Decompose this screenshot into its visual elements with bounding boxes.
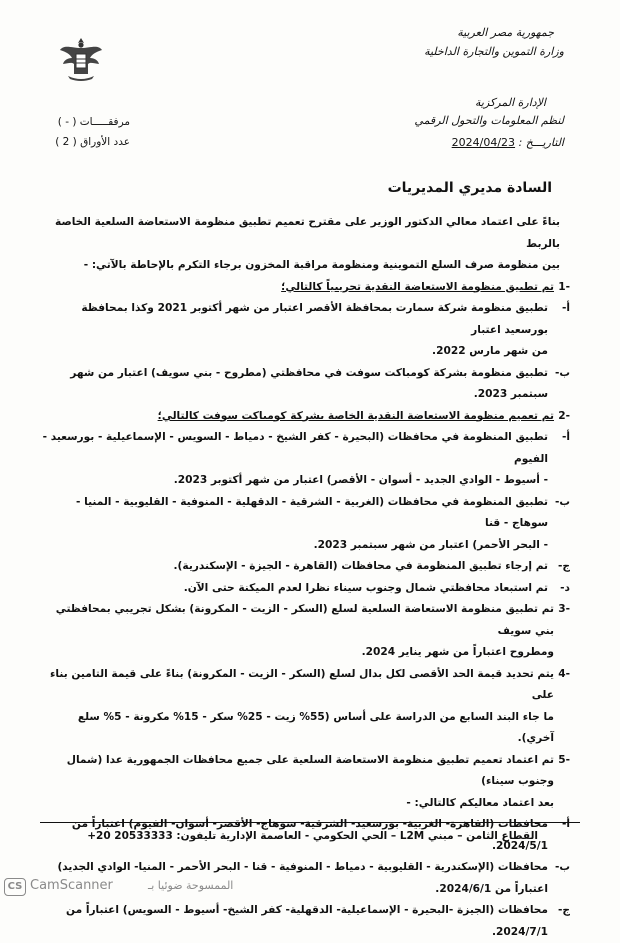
item-5b: [40, 857, 570, 879]
item-5c-text: محافظات (الجيزة -البحيرة - الإسماعيلية- الدقهلية- كفر الشيخ- أسيوط - السويس) اعتباراً من 2024/7/1.: [66, 904, 548, 938]
intro-line-2: بين منظومة صرف السلع التموينية ومنظومة مراقبة المخزون برجاء التكرم بالإحاطة بالآتي: -: [83, 259, 560, 271]
item-2-number: -2: [558, 409, 570, 422]
item-1: [40, 277, 570, 299]
department-line2: لنظم المعلومات والتحول الرقمي: [414, 114, 564, 127]
item-1-number: -1: [558, 280, 570, 293]
item-4-number: -4: [558, 667, 570, 680]
item-4-line-1: يتم تحديد قيمة الحد الأقصى لكل بدال لسلع (السكر - الزيت - المكرونة) بناءً على قيمة التامين بناء على: [50, 667, 554, 701]
item-5a-number: أ-: [561, 818, 570, 830]
item-2c: [40, 556, 570, 578]
egypt-eagle-emblem-icon: [58, 34, 104, 82]
date-label: التاريـــخ :: [518, 136, 564, 149]
date-line: [452, 136, 564, 149]
item-3-line-1: تم تطبيق منظومة الاستعاضة السلعية لسلع (السكر - الزيت - المكرونة) بشكل تجريبي بمحافظتي بني سويف: [55, 603, 554, 637]
item-4-cont: ما جاء البند السابع من الدراسة على أساس (55% زيت - 25% سكر - 15% مكرونة - 5% سلع آخري).: [77, 710, 554, 744]
item-2c-number: ج-: [557, 560, 570, 572]
item-2a: [40, 427, 570, 470]
ministry-name: وزارة التموين والتجارة الداخلية: [424, 45, 564, 58]
item-5-line-1: تم اعتماد تعميم تطبيق منظومة الاستعاضة السلعية على جميع محافظات الجمهورية عدا (شمال وجنوب سيناء): [66, 753, 554, 787]
item-3-cont: ومطروح اعتباراً من شهر يناير 2024.: [361, 646, 554, 658]
item-5c: [40, 900, 570, 943]
item-1b: [40, 363, 570, 406]
attachments-label: مرفقـــــات ( - ): [57, 116, 130, 128]
date-value: 2024/04/23: [451, 136, 516, 149]
item-5a-text: محافظات (القاهرة- الغربية- بورسعيد- الشرقية- سوهاج- الأقصر- أسوان- الفيوم) اعتباراً من 2024/5/1.: [71, 818, 548, 852]
item-2a-line-1: تطبيق المنظومة في محافظات (البحيرة - كفر الشيخ - دمياط - السويس - الإسماعيلية - بورسعيد - الفيوم: [42, 431, 548, 465]
item-1a-cont: من شهر مارس 2022.: [432, 345, 548, 357]
item-1b-text: تطبيق منظومة بشركة كومباكت سوفت في محافظتي (مطروح - بني سويف) اعتبار من شهر سبتمبر 2023.: [70, 366, 548, 400]
camscanner-name: CamScanner: [30, 878, 113, 893]
camscanner-arabic-caption: الممسوحة ضوئيا بـ: [148, 879, 234, 892]
item-2b-line-1: تطبيق المنظومة في محافظات (الغربية - الشرقية - الدقهلية - المنوفية - القليوبية - المنيا - سوهاج - قنا: [76, 495, 548, 529]
item-1a: [40, 298, 570, 341]
department-line1: الإدارة المركزية: [475, 96, 546, 109]
item-1b-number: ب-: [554, 366, 570, 379]
item-5-cont: بعد اعتماد معاليكم كالتالي: -: [406, 796, 554, 809]
item-5c-number: ج-: [557, 904, 570, 916]
item-2d-number: د-: [560, 581, 570, 594]
intro-line-1: بناءً على اعتماد معالي الدكتور الوزير على مقترح تعميم تطبيق منظومة الاستعاضة السلعية الخاصة بالربط: [55, 216, 560, 250]
item-2b-number: ب-: [554, 495, 570, 508]
item-2d: [40, 578, 570, 600]
item-2c-text: تم إرجاء تطبيق المنظومة في محافظات (القاهرة - الجيزة - الإسكندرية).: [173, 560, 548, 572]
item-2-text: تم تعميم منظومة الاستعاضة النقدية الخاصة بشركة كومباكت سوفت كالتالي؛: [157, 409, 554, 422]
item-1a-number: أ-: [561, 302, 570, 314]
addressee-title: السادة مديري المديريات: [387, 180, 552, 196]
camscanner-logo-icon: CS: [4, 878, 26, 896]
country-name: جمهورية مصر العربية: [457, 26, 554, 39]
item-2d-text: تم استبعاد محافظتي شمال وجنوب سيناء نظرا لعدم الميكنة حتى الآن.: [183, 581, 548, 594]
item-3-number: -3: [558, 603, 570, 615]
item-5b-cont: اعتباراً من 2024/6/1.: [435, 882, 548, 895]
item-2b: [40, 492, 570, 535]
item-5b-line-1: محافظات (الإسكندرية - القليوبية - دمياط - المنوفية - قنا - البحر الأحمر - المنيا- الوادي الجديد): [57, 861, 548, 873]
item-3: [40, 599, 570, 642]
footer-divider: [40, 822, 580, 823]
footer-address: القطاع الثامن – مبني L2M – الحي الحكومي - العاصمة الإدارية تليفون: 20533333 20+: [87, 830, 538, 842]
item-2: [40, 406, 570, 428]
item-1-text: تم تطبيق منظومة الاستعاضة النقدية تجريبياً كالتالي؛: [281, 280, 554, 293]
item-2a-number: أ-: [561, 431, 570, 443]
item-2b-cont: - البحر الأحمر) اعتبار من شهر سبتمبر 2023.: [313, 538, 548, 551]
item-5: [40, 750, 570, 793]
pages-count-label: عدد الأوراق ( 2 ): [55, 136, 130, 148]
item-5b-number: ب-: [554, 861, 570, 873]
item-4: [40, 664, 570, 707]
item-5-number: -5: [558, 753, 570, 766]
item-1a-line-1: تطبيق منظومة شركة سمارت بمحافظة الأقصر اعتبار من شهر أكتوبر 2021 وكذا بمحافظة بورسعيد اعتبار: [81, 302, 548, 336]
item-2a-cont: - أسيوط - الوادي الجديد - أسوان - الأقصر) اعتبار من شهر أكتوبر 2023.: [173, 474, 548, 486]
